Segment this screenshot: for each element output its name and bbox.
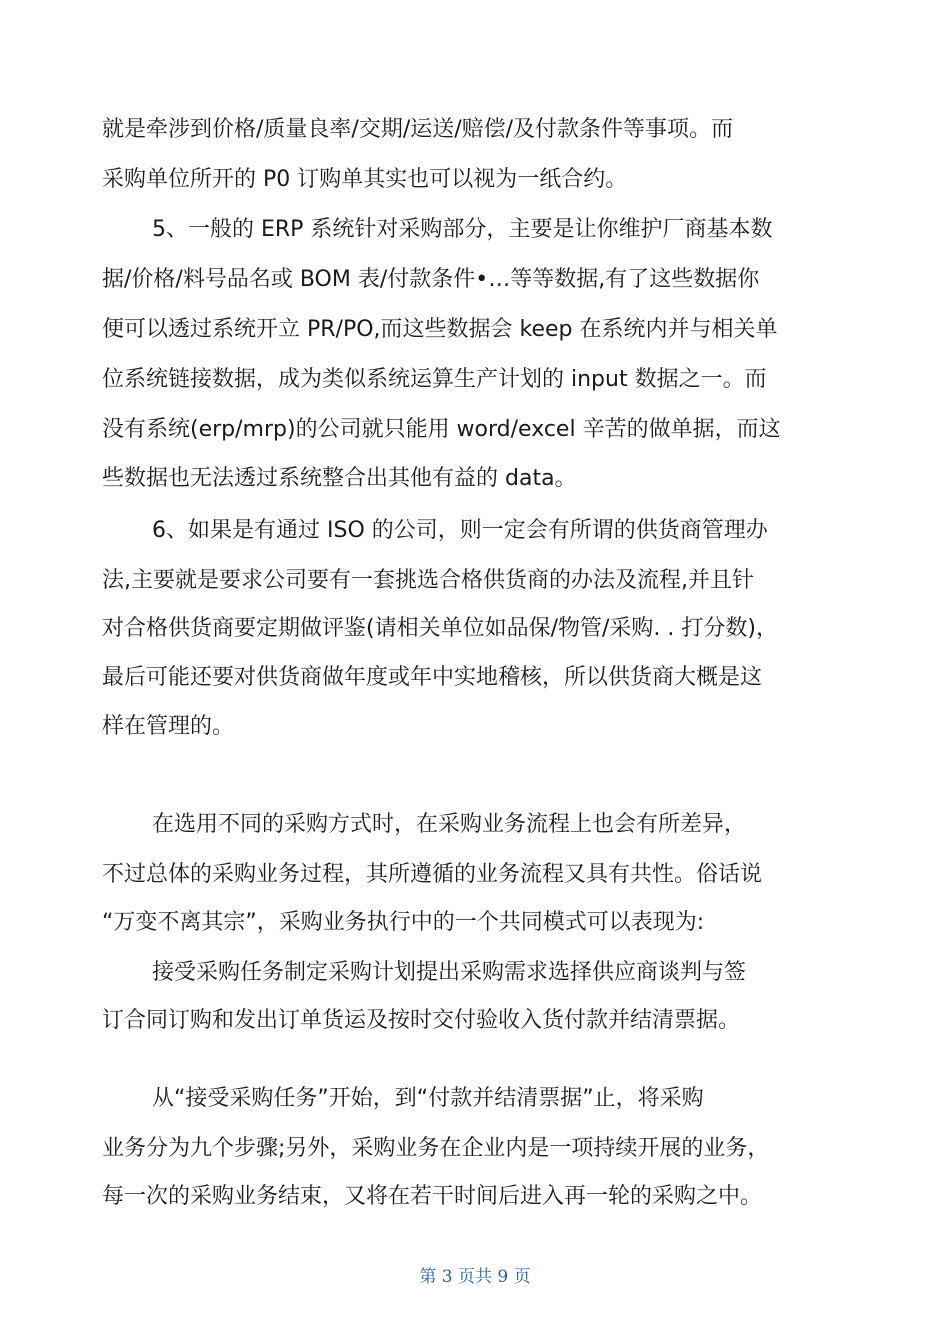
- paragraph-line: 法,主要就是要求公司要有一套挑选合格供货商的办法及流程,并且针: [102, 568, 754, 593]
- paragraph-line: 6、如果是有通过 ISO 的公司，则一定会有所谓的供货商管理办: [152, 518, 768, 543]
- paragraph-line: 些数据也无法透过系统整合出其他有益的 data。: [102, 466, 577, 491]
- paragraph-line: 便可以透过系统开立 PR/PO,而这些数据会 keep 在系统内并与相关单: [102, 317, 778, 342]
- paragraph-line: 据/价格/料号品名或 BOM 表/付款条件•…等等数据,有了这些数据你: [102, 267, 760, 292]
- paragraph-line: 不过总体的采购业务过程，其所遵循的业务流程又具有共性。俗话说: [102, 862, 763, 887]
- paragraph-line: 位系统链接数据，成为类似系统运算生产计划的 input 数据之一。而: [102, 367, 767, 392]
- paragraph-line: 业务分为九个步骤;另外，采购业务在企业内是一项持续开展的业务，: [102, 1136, 770, 1161]
- paragraph-line: 最后可能还要对供货商做年度或年中实地稽核，所以供货商大概是这: [102, 665, 763, 690]
- paragraph-line: 在选用不同的采购方式时，在采购业务流程上也会有所差异，: [152, 812, 747, 837]
- paragraph-line: 没有系统(erp/mrp)的公司就只能用 word/excel 辛苦的做单据，而这: [102, 417, 781, 442]
- paragraph-line: 接受采购任务制定采购计划提出采购需求选择供应商谈判与签: [152, 960, 747, 985]
- paragraph-line: 订合同订购和发出订单货运及按时交付验收入货付款并结清票据。: [102, 1008, 741, 1033]
- paragraph-line: 每一次的采购业务结束，又将在若干时间后进入再一轮的采购之中。: [102, 1184, 763, 1209]
- paragraph-line: 样在管理的。: [102, 714, 235, 739]
- paragraph-line: “万变不离其宗”，采购业务执行中的一个共同模式可以表现为:: [102, 910, 705, 935]
- paragraph-line: 5、一般的 ERP 系统针对采购部分，主要是让你维护厂商基本数: [152, 217, 773, 242]
- paragraph-line: 采购单位所开的 P0 订购单其实也可以视为一纸合约。: [102, 167, 628, 192]
- paragraph-line: 从“接受采购任务”开始，到“付款并结清票据”止，将采购: [152, 1086, 704, 1111]
- paragraph-line: 就是牵涉到价格/质量良率/交期/运送/赔偿/及付款条件等事项。而: [102, 117, 734, 142]
- page-number: 第 3 页共 9 页: [419, 1267, 531, 1287]
- paragraph-line: 对合格供货商要定期做评鉴(请相关单位如品保/物管/采购. . 打分数)，: [102, 616, 778, 641]
